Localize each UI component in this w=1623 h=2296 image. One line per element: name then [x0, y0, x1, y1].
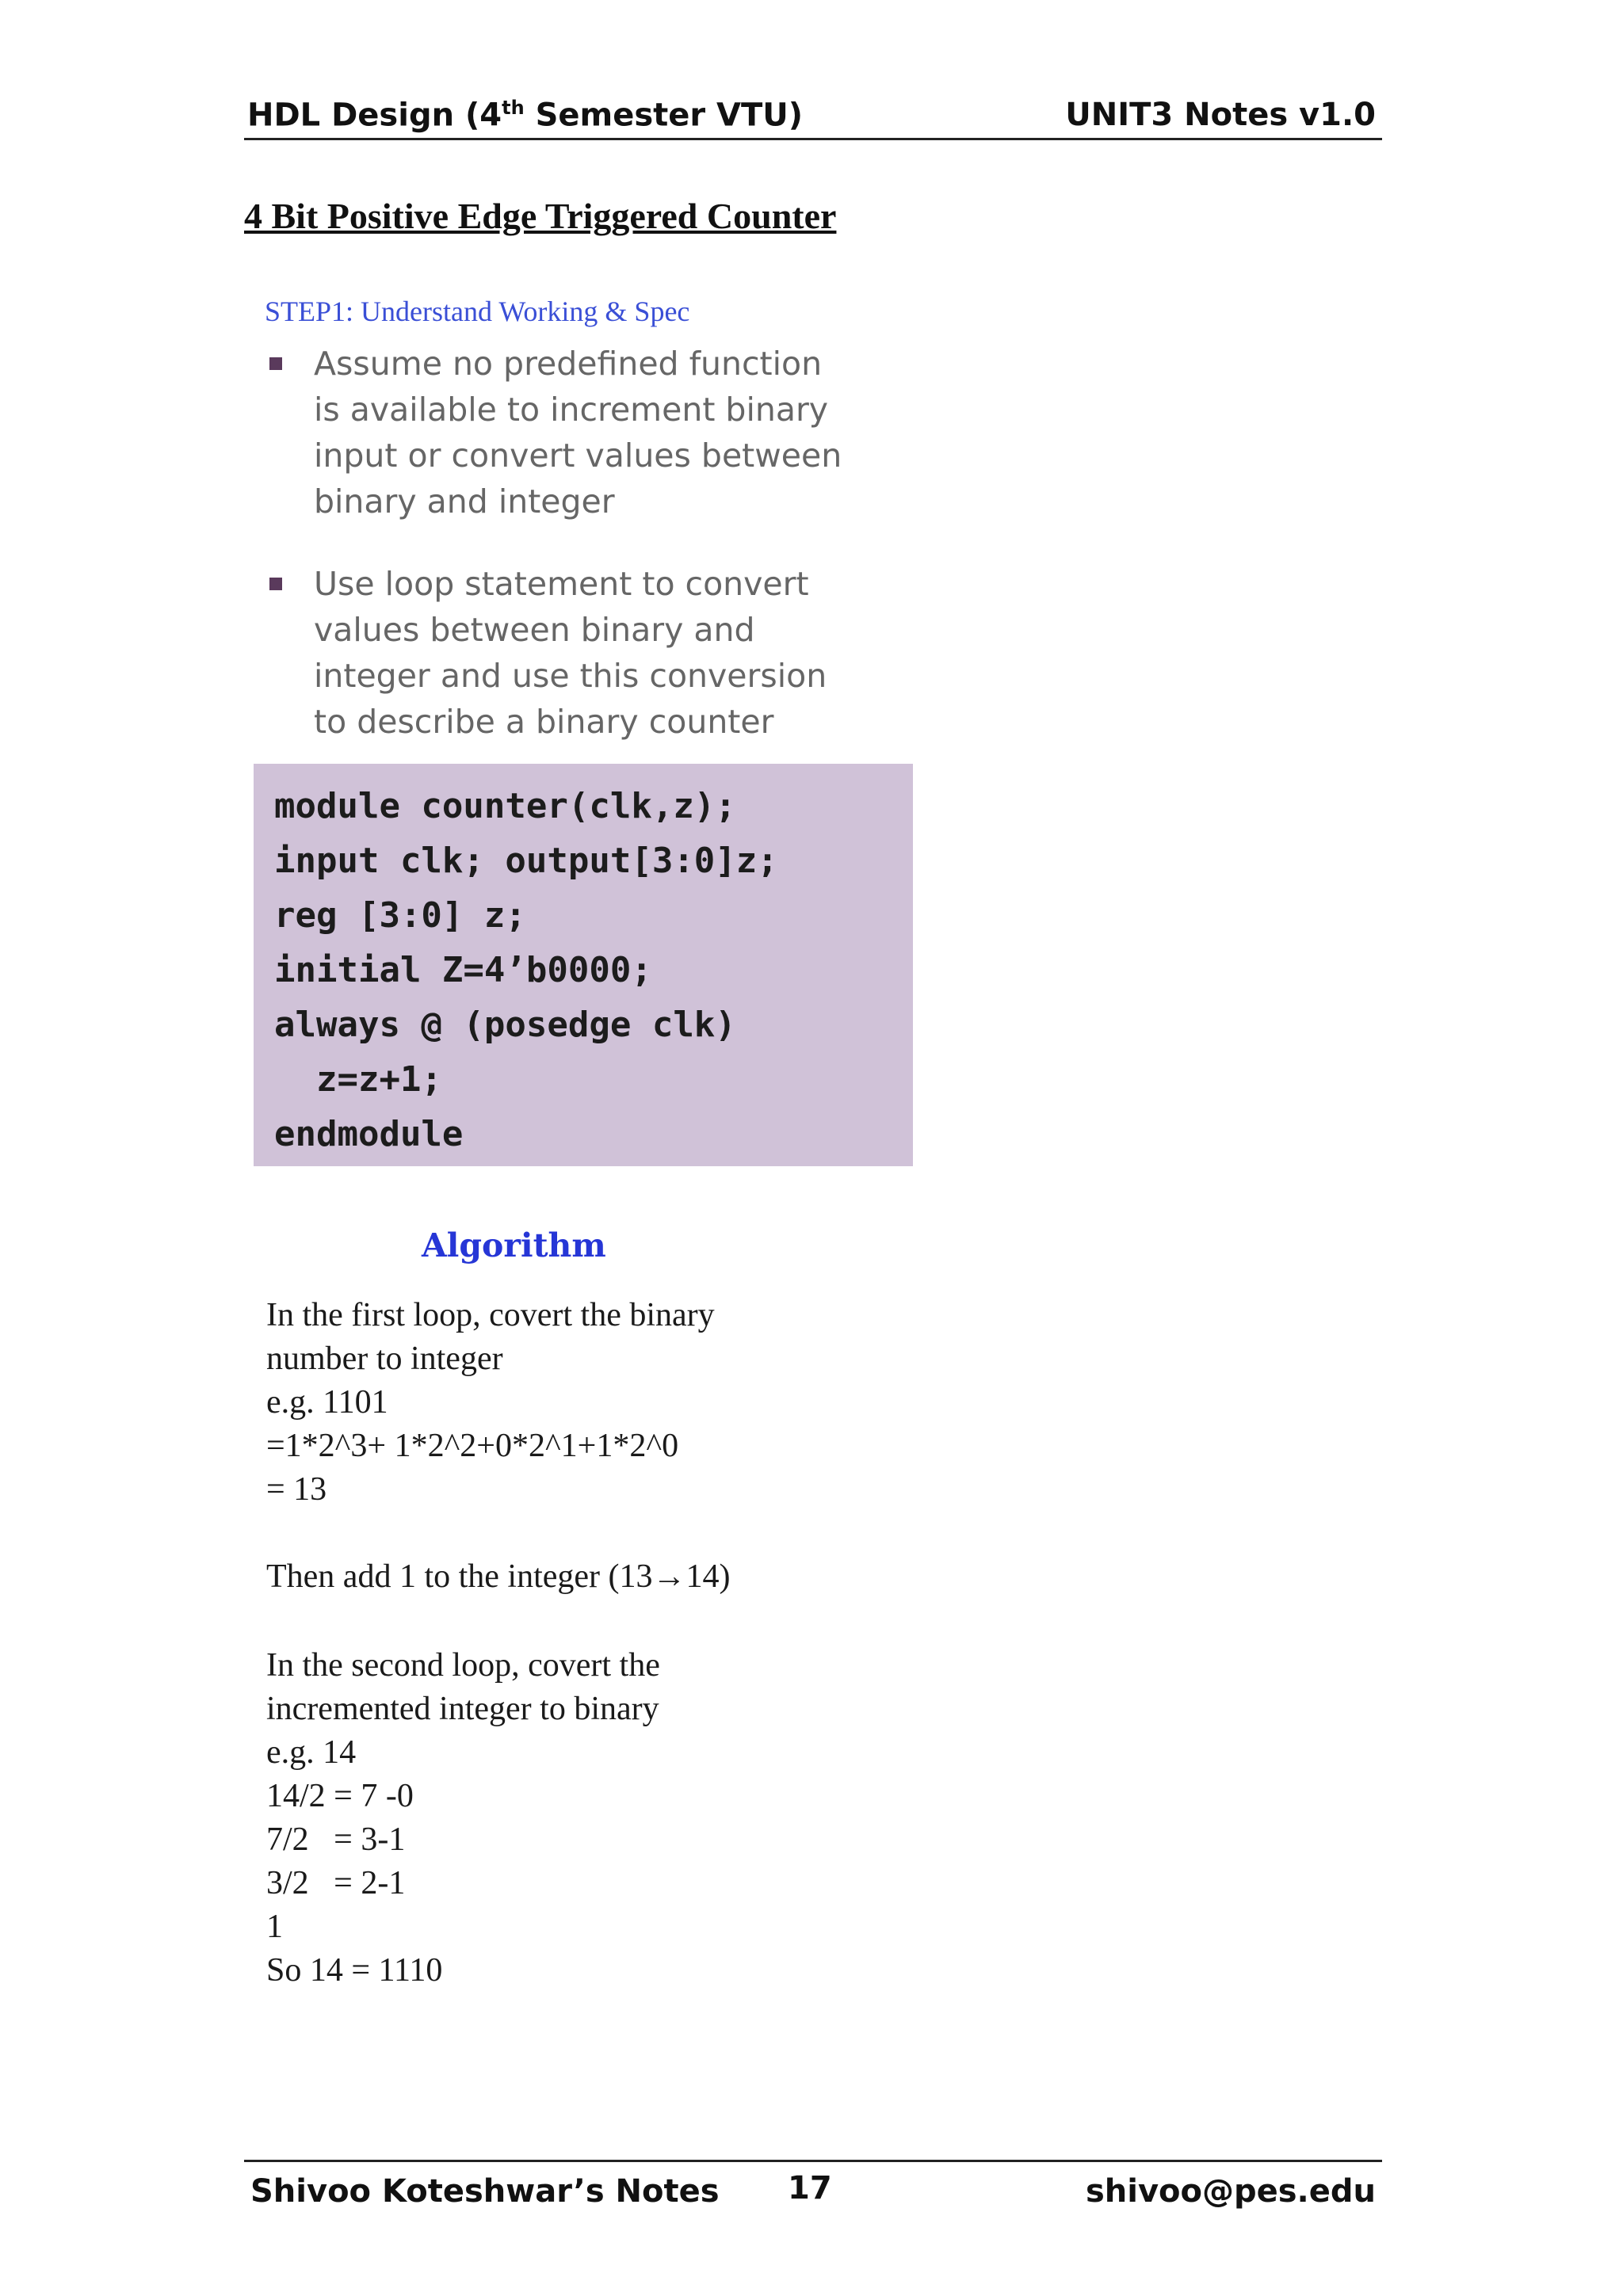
algorithm-line: 7/2 = 3-1	[266, 1821, 406, 1858]
code-line: z=z+1;	[274, 1059, 442, 1100]
page-footer	[244, 2160, 1382, 2210]
bullet-line: binary and integer	[314, 482, 615, 521]
bullet-line: is available to increment binary	[314, 391, 829, 429]
algorithm-line: 1	[266, 1909, 283, 1945]
document-title	[247, 97, 803, 133]
bullet-line: to describe a binary counter	[314, 703, 774, 741]
algorithm-line: e.g. 14	[266, 1734, 357, 1771]
page-header	[244, 93, 1382, 140]
algorithm-heading: Algorithm	[422, 1226, 606, 1264]
header-title-part: HDL Design (4	[247, 97, 502, 134]
code-line: initial Z=4’b0000;	[274, 950, 652, 990]
algorithm-line: So 14 = 1110	[266, 1952, 443, 1989]
algorithm-line: 3/2 = 2-1	[266, 1865, 406, 1901]
code-line: endmodule	[274, 1114, 464, 1154]
page-title: 4 Bit Positive Edge Triggered Counter	[244, 196, 837, 236]
code-line: module counter(clk,z);	[274, 786, 736, 826]
algorithm-line: = 13	[266, 1471, 327, 1508]
footer-author: Shivoo Koteshwar’s Notes	[250, 2173, 720, 2210]
header-title-superscript: th	[502, 97, 525, 119]
document-version: UNIT3 Notes v1.0	[1065, 97, 1376, 133]
code-line: always @ (posedge clk)	[274, 1005, 736, 1045]
algorithm-line: Then add 1 to the integer (13→14)	[266, 1558, 731, 1595]
algorithm-line: number to integer	[266, 1341, 503, 1377]
verilog-code-block	[254, 764, 913, 1166]
bullet-line: Use loop statement to convert	[314, 565, 809, 603]
bullet-square-icon	[269, 357, 282, 370]
step-title: STEP1: Understand Working & Spec	[265, 296, 690, 327]
algorithm-line: In the second loop, covert the	[266, 1647, 660, 1684]
algorithm-line: incremented integer to binary	[266, 1691, 659, 1727]
algorithm-line: In the first loop, covert the binary	[266, 1297, 715, 1333]
bullet-line: integer and use this conversion	[314, 657, 827, 695]
bullet-square-icon	[269, 578, 282, 590]
header-title-part: Semester VTU)	[524, 97, 804, 134]
bullet-item	[268, 561, 902, 751]
page-number: 17	[788, 2170, 832, 2206]
algorithm-line: =1*2^3+ 1*2^2+0*2^1+1*2^0	[266, 1428, 679, 1464]
bullet-item	[268, 341, 902, 531]
algorithm-line: 14/2 = 7 -0	[266, 1778, 414, 1814]
code-line: reg [3:0] z;	[274, 895, 526, 936]
algorithm-line: e.g. 1101	[266, 1384, 388, 1421]
code-line: input clk; output[3:0]z;	[274, 841, 778, 881]
bullet-line: input or convert values between	[314, 437, 842, 475]
bullet-line: Assume no predefined function	[314, 345, 823, 383]
footer-email: shivoo@pes.edu	[1085, 2173, 1376, 2210]
bullet-line: values between binary and	[314, 611, 755, 649]
